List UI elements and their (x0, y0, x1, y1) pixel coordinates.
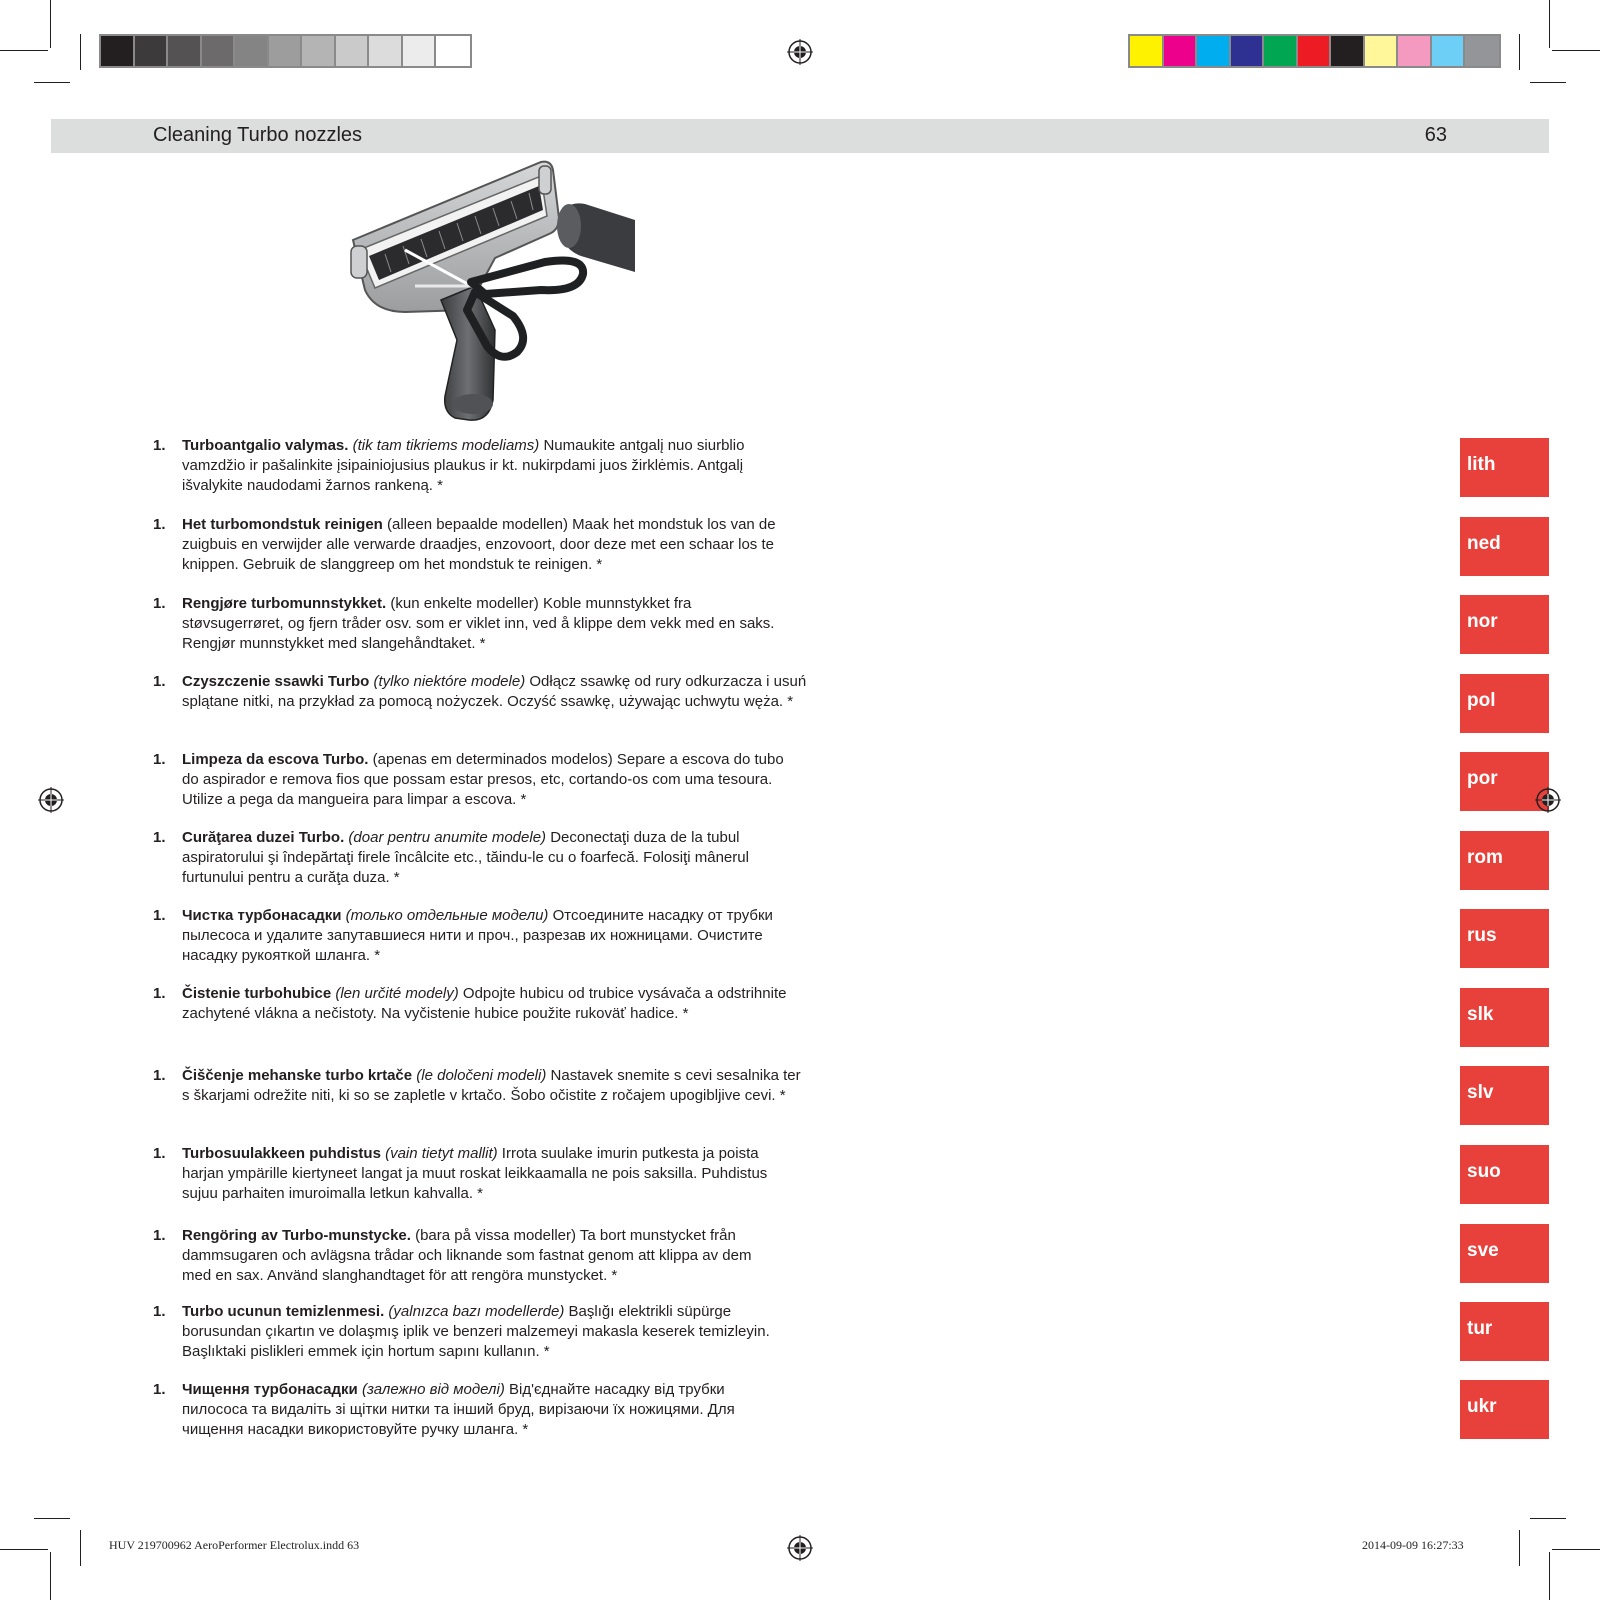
language-tab-label: sve (1467, 1240, 1499, 1261)
language-tab-slv[interactable] (1460, 1066, 1549, 1125)
crop-mark (1519, 1530, 1520, 1566)
instruction-title: Turboantgalio valymas. (182, 437, 349, 454)
color-patch (135, 36, 169, 66)
step-number: 1. (153, 595, 166, 612)
color-patch (436, 36, 470, 66)
instruction-title: Limpeza da escova Turbo. (182, 751, 369, 768)
instruction-entry (153, 1226, 823, 1286)
crop-mark (1530, 1518, 1566, 1519)
instruction-entry (153, 1066, 823, 1106)
instruction-line: пилососа та видаліть зі щітки нитки та інший бруд, вирізаючи їх ножицями. Для (182, 1401, 735, 1418)
instruction-entry (153, 672, 823, 712)
instruction-line: borusundan çıkartın ve dolaşmış iplik ve benzeri malzemeyi makasla keserek temizleyin. (182, 1323, 770, 1340)
instruction-title: Чистка турбонасадки (182, 907, 342, 924)
color-patch (269, 36, 303, 66)
language-tab-label: slk (1467, 1004, 1494, 1025)
instruction-line: zachytené vlákna a nečistoty. Na vyčistenie hubice použite rukoväť hadice. * (182, 1005, 689, 1022)
instruction-text (182, 1144, 823, 1204)
language-tab-label: suo (1467, 1161, 1501, 1182)
model-qualifier: (tik tam tikriems modeliams) (352, 437, 540, 454)
registration-target-icon (1535, 787, 1561, 813)
language-tab-label: rom (1467, 847, 1503, 868)
instruction-line: s škarjami odrežite niti, ki so se zapletle v krtačo. Šobo očistite z ročajem upogibljive cevi. * (182, 1087, 786, 1104)
crop-mark (34, 1518, 70, 1519)
instruction-line: Irrota suulake imurin putkesta ja poista (501, 1145, 759, 1162)
language-tab-suo[interactable] (1460, 1145, 1549, 1204)
color-patch (1365, 36, 1399, 66)
crop-mark (1552, 50, 1600, 51)
instruction-line: Utilize a pega da mangueira para limpar a escova. * (182, 791, 527, 808)
instruction-text (182, 672, 823, 712)
language-tab-label: lith (1467, 454, 1496, 475)
instruction-line: išvalykite naudodami žarnos rankeną. * (182, 477, 443, 494)
model-qualifier: (vain tietyt mallit) (385, 1145, 498, 1162)
instruction-line: Rengjør munnstykket med slangehåndtaket. * (182, 635, 486, 652)
instruction-line: Odłącz ssawkę od rury odkurzacza i usuń (529, 673, 807, 690)
instruction-line: harjan ympärille kiertyneet langat ja muut roskat leikkaamalla ne pois saksilla. Puhdistus (182, 1165, 768, 1182)
instruction-line: støvsugerrøret, og fjern tråder osv. som er viklet inn, ved å klippe dem vekk med en saks. (182, 615, 775, 632)
step-number: 1. (153, 751, 166, 768)
instruction-title: Het turbomondstuk reinigen (182, 516, 383, 533)
crop-mark (34, 82, 70, 83)
step-number: 1. (153, 1303, 166, 1320)
instruction-title: Curăţarea duzei Turbo. (182, 829, 345, 846)
color-patch (1398, 36, 1432, 66)
date-slug: 2014-09-09 16:27:33 (1362, 1538, 1464, 1552)
instruction-title: Čistenie turbohubice (182, 985, 332, 1002)
model-qualifier: (bara på vissa modeller) (415, 1227, 576, 1244)
color-patch (1298, 36, 1332, 66)
crop-mark (80, 34, 81, 70)
instruction-line: Deconectaţi duza de la tubul (550, 829, 740, 846)
instruction-line: Отсоедините насадку от трубки (552, 907, 773, 924)
step-number: 1. (153, 437, 166, 454)
language-tab-nor[interactable] (1460, 595, 1549, 654)
instruction-text (182, 750, 823, 810)
instruction-line: Maak het mondstuk los van de (572, 516, 776, 533)
crop-mark (1549, 0, 1550, 48)
instruction-title: Чищення турбонасадки (182, 1381, 358, 1398)
instruction-line: Başlıktaki pislikleri emmek için hortum sapını kullanın. * (182, 1343, 550, 1360)
language-tab-label: ned (1467, 533, 1501, 554)
language-tab-rom[interactable] (1460, 831, 1549, 890)
instruction-text (182, 1380, 823, 1440)
color-patch (1264, 36, 1298, 66)
instruction-entry (153, 1380, 823, 1440)
instruction-entry (153, 515, 823, 575)
language-tab-slk[interactable] (1460, 988, 1549, 1047)
step-number: 1. (153, 1145, 166, 1162)
registration-target-icon (787, 1535, 813, 1561)
crop-mark (1552, 1549, 1600, 1550)
instruction-text (182, 906, 823, 966)
model-qualifier: (doar pentru anumite modele) (348, 829, 547, 846)
instruction-title: Czyszczenie ssawki Turbo (182, 673, 370, 690)
color-patch (1130, 36, 1164, 66)
language-tab-label: rus (1467, 925, 1497, 946)
language-tab-pol[interactable] (1460, 674, 1549, 733)
instruction-text (182, 436, 823, 496)
instruction-line: knippen. Gebruik de slanggreep om het mondstuk te reinigen. * (182, 556, 603, 573)
color-patch (336, 36, 370, 66)
grayscale-color-bar (99, 34, 472, 68)
registration-target-icon (38, 787, 64, 813)
language-tab-lith[interactable] (1460, 438, 1549, 497)
model-qualifier: (len určité modely) (335, 985, 459, 1002)
step-number: 1. (153, 985, 166, 1002)
instruction-entry (153, 1302, 823, 1362)
step-number: 1. (153, 1067, 166, 1084)
instruction-text (182, 1302, 823, 1362)
model-qualifier: (только отдельные модели) (345, 907, 549, 924)
instruction-text (182, 984, 823, 1024)
language-tab-tur[interactable] (1460, 1302, 1549, 1361)
color-patch (1331, 36, 1365, 66)
language-tab-label: por (1467, 768, 1498, 789)
color-patch (1465, 36, 1499, 66)
page-number: 63 (1424, 124, 1447, 146)
instruction-title: Čiščenje mehanske turbo krtače (182, 1067, 413, 1084)
language-tab-label: ukr (1467, 1396, 1497, 1417)
instruction-entry (153, 828, 823, 888)
crop-mark (80, 1530, 81, 1566)
step-number: 1. (153, 829, 166, 846)
cmyk-color-bar (1128, 34, 1501, 68)
step-number: 1. (153, 516, 166, 533)
instruction-entry (153, 984, 823, 1024)
turbo-nozzle-scissors-illustration (345, 160, 635, 425)
instruction-entry (153, 436, 823, 496)
step-number: 1. (153, 1227, 166, 1244)
color-patch (1432, 36, 1466, 66)
instruction-line: Nastavek snemite s cevi sesalnika ter (550, 1067, 801, 1084)
instruction-line: чищення насадки використовуйте ручку шланга. * (182, 1421, 529, 1438)
instruction-line: Odpojte hubicu od trubice vysávača a odstrihnite (462, 985, 787, 1002)
color-patch (403, 36, 437, 66)
instruction-title: Turbo ucunun temizlenmesi. (182, 1303, 385, 1320)
color-patch (202, 36, 236, 66)
instruction-line: aspiratorului şi îndepărtaţi firele încâlcite etc., tăindu-le cu o foarfecă. Folosiţi mânerul (182, 849, 749, 866)
instruction-entry (153, 1144, 823, 1204)
instruction-line: med en sax. Använd slanghandtaget för att rengöra munstycket. * (182, 1267, 618, 1284)
instruction-line: vamzdžio ir pašalinkite įsipainiojusius plaukus ir kt. nukirpdami juos žirklėmis. Antgalį (182, 457, 744, 474)
color-patch (1164, 36, 1198, 66)
header-band (51, 119, 1549, 153)
color-patch (101, 36, 135, 66)
step-number: 1. (153, 1381, 166, 1398)
language-tab-label: nor (1467, 611, 1498, 632)
language-tab-label: tur (1467, 1318, 1493, 1339)
registration-target-icon (787, 39, 813, 65)
instruction-line: do aspirador e remova fios que possam estar presos, etc, cortando-os com uma tesoura. (182, 771, 773, 788)
instruction-line: Від'єднайте насадку від трубки (508, 1381, 725, 1398)
model-qualifier: (kun enkelte modeller) (390, 595, 539, 612)
color-patch (1197, 36, 1231, 66)
instruction-text (182, 1066, 823, 1106)
instruction-text (182, 1226, 823, 1286)
file-slug: HUV 219700962 AeroPerformer Electrolux.indd 63 (109, 1538, 360, 1552)
crop-mark (0, 50, 48, 51)
step-number: 1. (153, 673, 166, 690)
language-tab-ukr[interactable] (1460, 1380, 1549, 1439)
instruction-text (182, 828, 823, 888)
page-title: Cleaning Turbo nozzles (153, 124, 363, 146)
instruction-line: Separe a escova do tubo (616, 751, 784, 768)
language-tab-sve[interactable] (1460, 1224, 1549, 1283)
color-patch (1231, 36, 1265, 66)
language-tab-label: pol (1467, 690, 1496, 711)
crop-mark (0, 1549, 48, 1550)
color-patch (369, 36, 403, 66)
language-tab-ned[interactable] (1460, 517, 1549, 576)
instruction-text (182, 594, 823, 654)
crop-mark (1549, 1552, 1550, 1600)
instruction-text (182, 515, 823, 575)
crop-mark (1519, 34, 1520, 70)
instruction-line: Başlığı elektrikli süpürge (568, 1303, 732, 1320)
instruction-line: splątane nitki, na przykład za pomocą nożyczek. Oczyść ssawkę, używając uchwytu węża. * (182, 693, 794, 710)
instruction-entry (153, 906, 823, 966)
language-tab-label: slv (1467, 1082, 1494, 1103)
model-qualifier: (apenas em determinados modelos) (372, 751, 613, 768)
instruction-line: Numaukite antgalį nuo siurblio (543, 437, 745, 454)
crop-mark (1530, 82, 1566, 83)
instruction-line: Koble munnstykket fra (542, 595, 692, 612)
color-patch (168, 36, 202, 66)
crop-mark (50, 0, 51, 48)
language-tab-rus[interactable] (1460, 909, 1549, 968)
model-qualifier: (залежно від моделі) (361, 1381, 505, 1398)
instruction-line: dammsugaren och avlägsna trådar och liknande som fastnat genom att klippa av dem (182, 1247, 752, 1264)
instruction-entry (153, 750, 823, 810)
step-number: 1. (153, 907, 166, 924)
instruction-title: Rengjøre turbomunnstykket. (182, 595, 387, 612)
color-patch (302, 36, 336, 66)
color-patch (235, 36, 269, 66)
instruction-line: пылесоса и удалите запутавшиеся нити и проч., разрезав их ножницами. Очистите (182, 927, 763, 944)
instruction-title: Turbosuulakkeen puhdistus (182, 1145, 381, 1162)
model-qualifier: (alleen bepaalde modellen) (387, 516, 568, 533)
instruction-line: furtunului pentru a curăţa duza. * (182, 869, 400, 886)
model-qualifier: (tylko niektóre modele) (373, 673, 526, 690)
crop-mark (50, 1552, 51, 1600)
instruction-line: насадку рукояткой шланга. * (182, 947, 381, 964)
instruction-line: sujuu parhaiten imuroimalla letkun kahvalla. * (182, 1185, 483, 1202)
model-qualifier: (yalnızca bazı modellerde) (388, 1303, 565, 1320)
instruction-line: zuigbuis en verwijder alle verwarde draadjes, enzovoort, door deze met een schaar los te (182, 536, 774, 553)
model-qualifier: (le določeni modeli) (416, 1067, 547, 1084)
instruction-line: Ta bort munstycket från (579, 1227, 736, 1244)
instruction-title: Rengöring av Turbo-munstycke. (182, 1227, 411, 1244)
instruction-entry (153, 594, 823, 654)
